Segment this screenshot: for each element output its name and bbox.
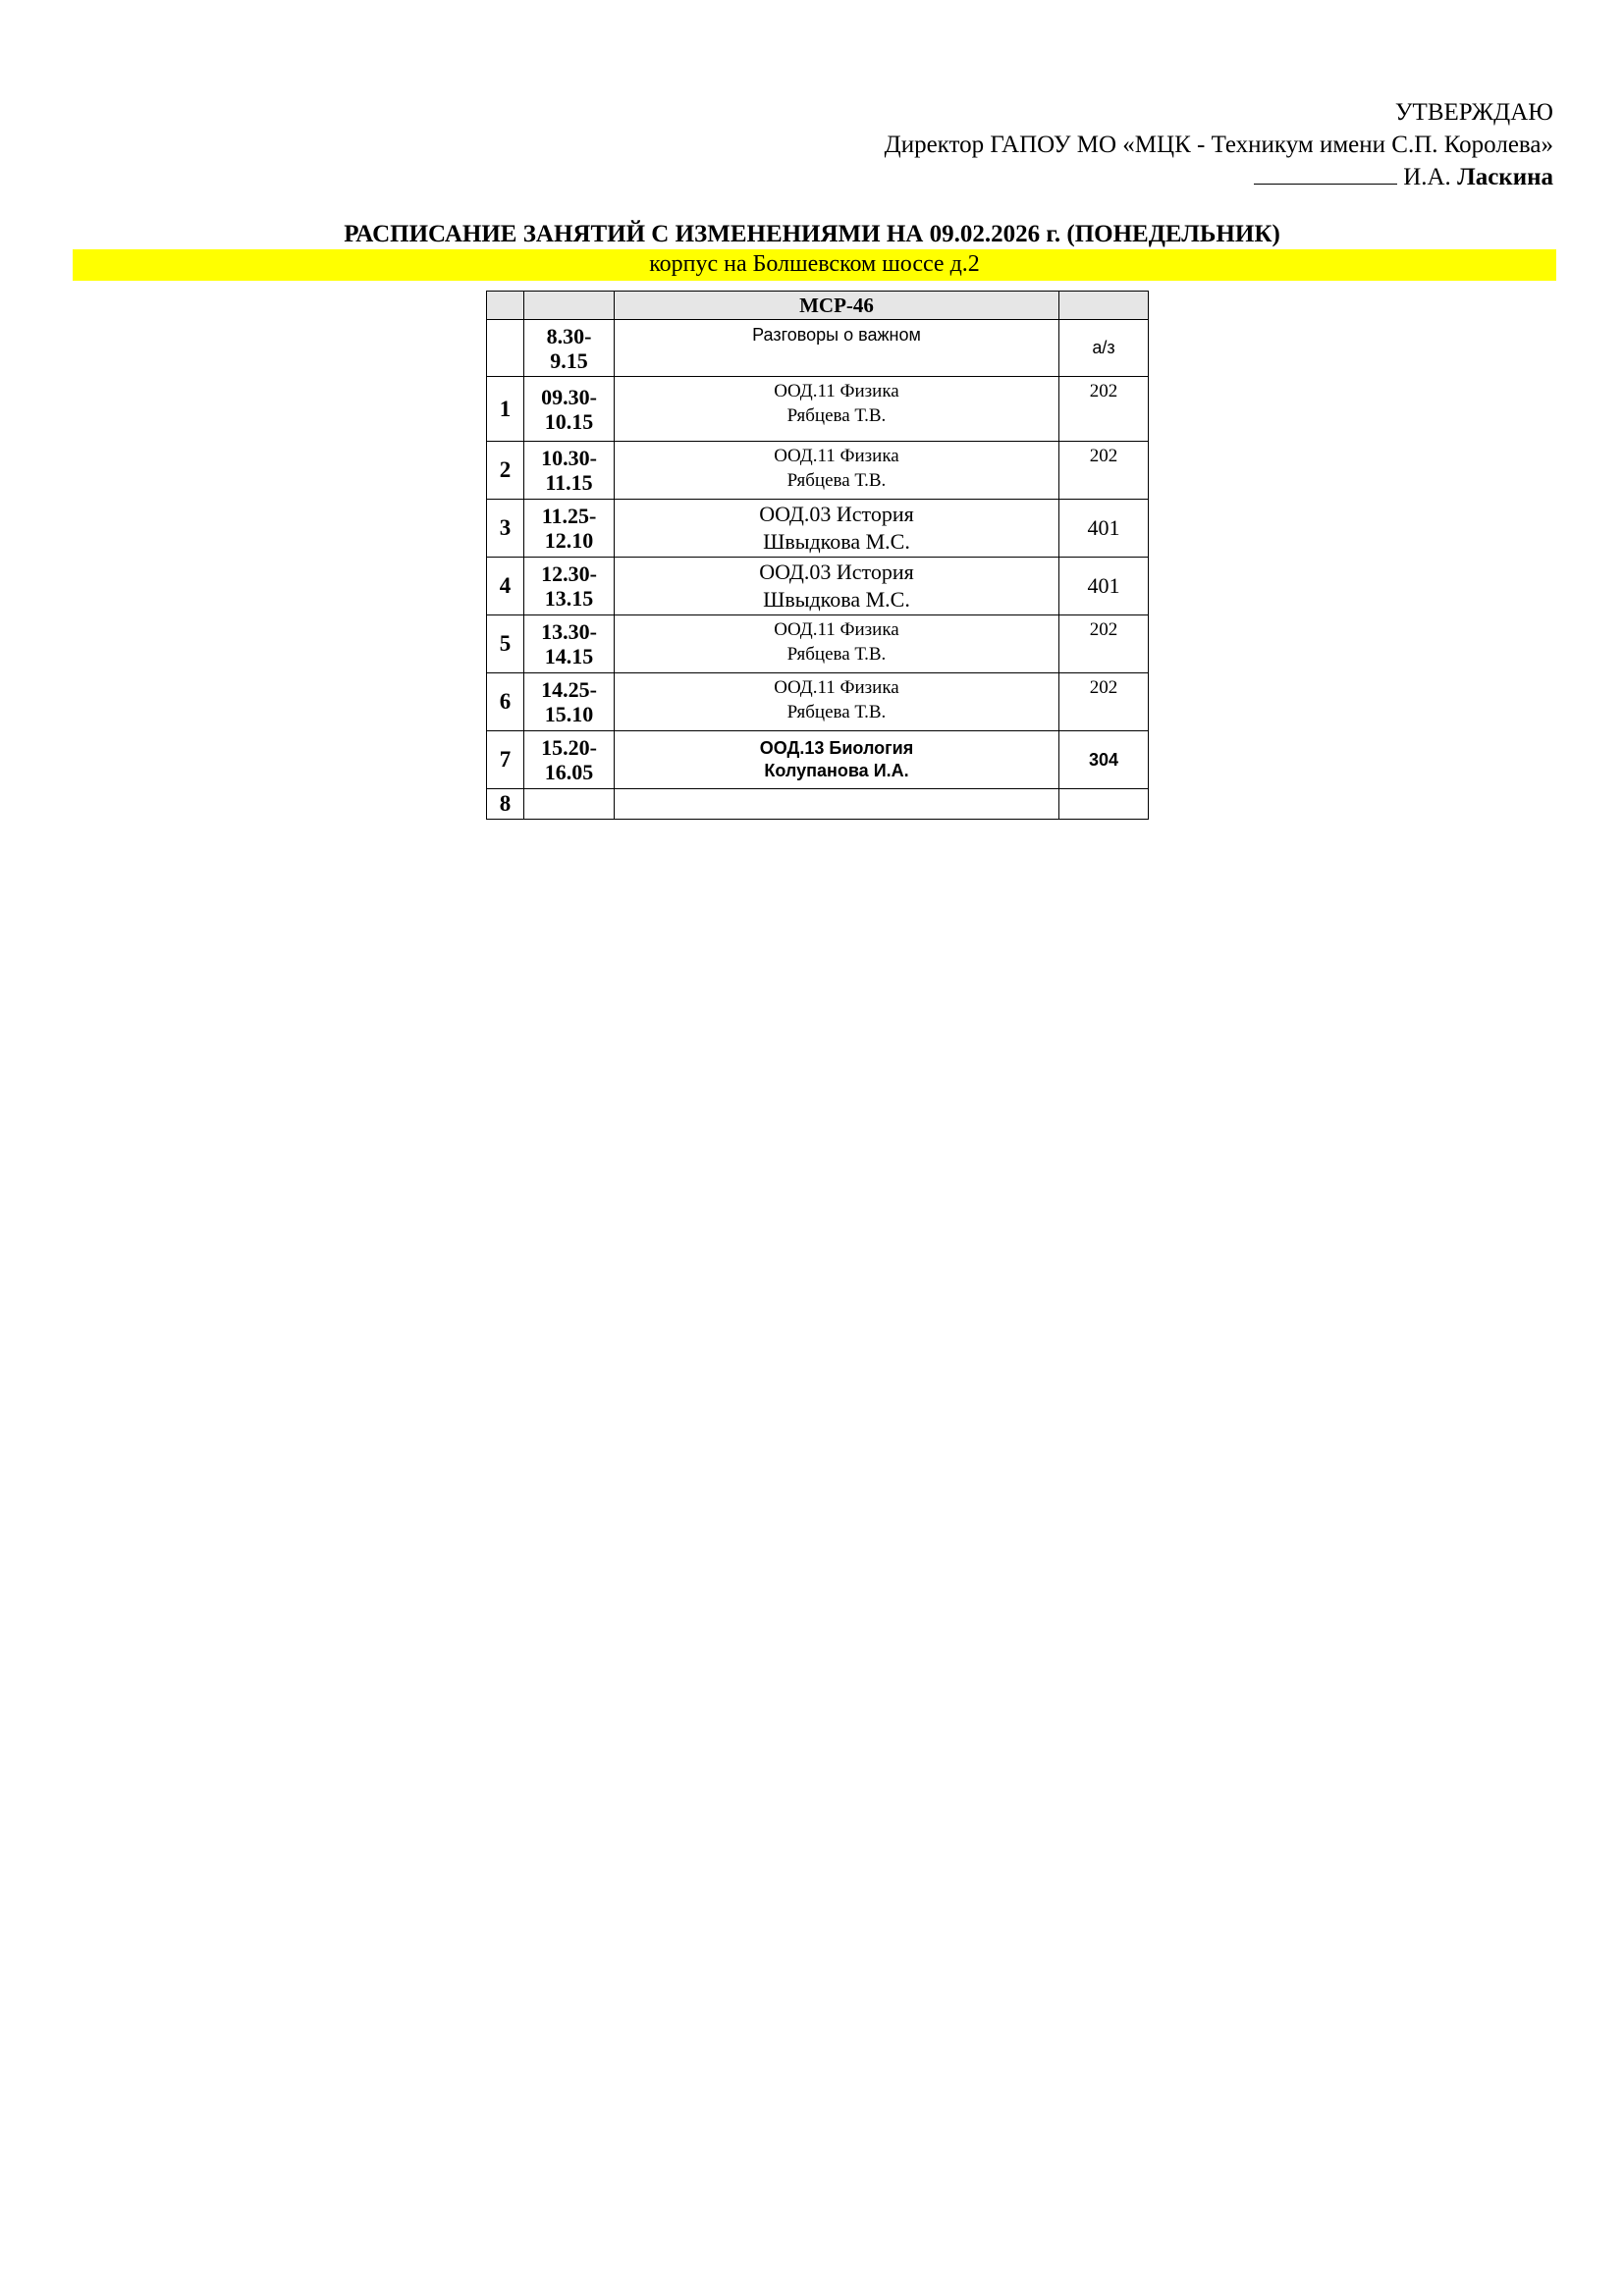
- lesson-room: 202: [1059, 377, 1149, 442]
- lesson-time: 14.25- 15.10: [524, 673, 615, 731]
- header-empty-room: [1059, 292, 1149, 320]
- group-name: МСР-46: [615, 292, 1059, 320]
- lesson-time: 09.30- 10.15: [524, 377, 615, 442]
- lesson-number: [487, 320, 524, 377]
- lesson-time: 10.30- 11.15: [524, 442, 615, 500]
- approval-initials: И.А.: [1403, 164, 1451, 190]
- lesson-room: 401: [1059, 558, 1149, 615]
- lesson-number: 1: [487, 377, 524, 442]
- lesson-time: [524, 789, 615, 820]
- lesson-number: 2: [487, 442, 524, 500]
- lesson-subject: [615, 789, 1059, 820]
- lesson-time: 12.30- 13.15: [524, 558, 615, 615]
- lesson-room: 304: [1059, 731, 1149, 789]
- header-empty-num: [487, 292, 524, 320]
- schedule-title: РАСПИСАНИЕ ЗАНЯТИЙ С ИЗМЕНЕНИЯМИ НА 09.02.2026 г. (ПОНЕДЕЛЬНИК): [344, 221, 1280, 247]
- lesson-number: 4: [487, 558, 524, 615]
- lesson-subject: ООД.03 История Швыдкова М.С.: [615, 500, 1059, 558]
- lesson-time: 11.25- 12.10: [524, 500, 615, 558]
- lesson-subject: Разговоры о важном: [615, 320, 1059, 377]
- table-header-row: [487, 292, 1149, 320]
- lesson-room: [1059, 789, 1149, 820]
- approval-title: УТВЕРЖДАЮ: [1394, 99, 1553, 126]
- approval-signature: [885, 161, 1553, 193]
- table-row: [487, 377, 1149, 442]
- lesson-subject: ООД.11 Физика Рябцева Т.В.: [615, 377, 1059, 442]
- table-row: [487, 731, 1149, 789]
- approval-surname: Ласкина: [1457, 164, 1553, 190]
- lesson-number: 7: [487, 731, 524, 789]
- lesson-time: 8.30- 9.15: [524, 320, 615, 377]
- lesson-subject: ООД.11 Физика Рябцева Т.В.: [615, 615, 1059, 673]
- table-row: [487, 673, 1149, 731]
- table-row: [487, 558, 1149, 615]
- approval-position: Директор ГАПОУ МО «МЦК - Техникум имени С.П. Королева»: [884, 132, 1553, 158]
- header-empty-time: [524, 292, 615, 320]
- lesson-number: 6: [487, 673, 524, 731]
- lesson-number: 3: [487, 500, 524, 558]
- lesson-subject: ООД.13 Биология Колупанова И.А.: [615, 731, 1059, 789]
- signature-line: [1254, 162, 1397, 185]
- lesson-room: 401: [1059, 500, 1149, 558]
- table-row: [487, 615, 1149, 673]
- lesson-room: 202: [1059, 673, 1149, 731]
- lesson-room: 202: [1059, 442, 1149, 500]
- schedule-table: [486, 291, 1149, 820]
- lesson-room: а/з: [1059, 320, 1149, 377]
- table-row: [487, 320, 1149, 377]
- lesson-room: 202: [1059, 615, 1149, 673]
- lesson-time: 13.30- 14.15: [524, 615, 615, 673]
- lesson-subject: ООД.11 Физика Рябцева Т.В.: [615, 673, 1059, 731]
- lesson-time: 15.20- 16.05: [524, 731, 615, 789]
- lesson-subject: ООД.11 Физика Рябцева Т.В.: [615, 442, 1059, 500]
- table-row: [487, 789, 1149, 820]
- lesson-number: 8: [487, 789, 524, 820]
- approval-block: [885, 96, 1553, 193]
- table-row: [487, 442, 1149, 500]
- building-banner: корпус на Болшевском шоссе д.2: [73, 249, 1556, 281]
- lesson-subject: ООД.03 История Швыдкова М.С.: [615, 558, 1059, 615]
- lesson-number: 5: [487, 615, 524, 673]
- table-row: [487, 500, 1149, 558]
